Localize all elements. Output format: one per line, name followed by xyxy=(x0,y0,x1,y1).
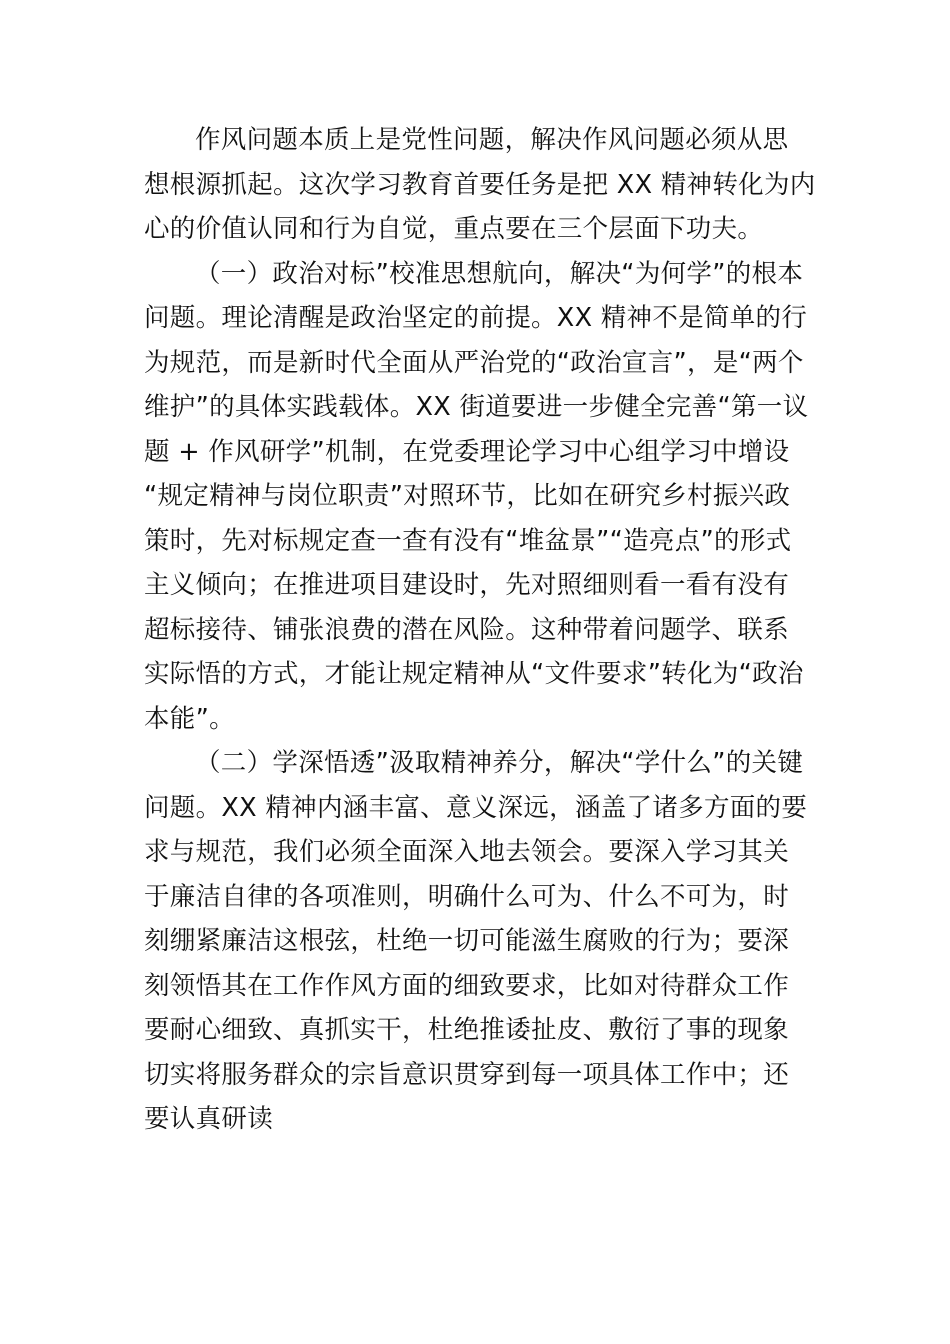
text-line: “规定精神与岗位职责”对照环节，比如在研究乡村振兴政 xyxy=(144,481,791,511)
text-line: 问题。XX 精神内涵丰富、意义深远，涵盖了诸多方面的要 xyxy=(144,792,808,823)
text-line: 题 + 作风研学”机制，在党委理论学习中心组学习中增设 xyxy=(144,436,790,467)
text-line: 切实将服务群众的宗旨意识贯穿到每一项具体工作中；还 xyxy=(144,1059,790,1090)
text-line: 问题。理论清醒是政治坚定的前提。XX 精神不是简单的行 xyxy=(144,303,808,333)
text-line: 心的价值认同和行为自觉，重点要在三个层面下功夫。 xyxy=(144,214,764,244)
text-line: 要耐心细致、真抓实干，杜绝推诿扯皮、敷衍了事的现象 xyxy=(144,1015,790,1045)
paragraph-section-one xyxy=(144,252,808,742)
text-line: 刻绷紧廉洁这根弦，杜绝一切可能滋生腐败的行为；要深 xyxy=(144,926,790,956)
text-line: （一）政治对标”校准思想航向，解决“为何学”的根本 xyxy=(195,258,804,289)
text-line: 超标接待、铺张浪费的潜在风险。这种带着问题学、联系 xyxy=(144,614,790,645)
text-line: 于廉洁自律的各项准则，明确什么可为、什么不可为，时 xyxy=(144,881,790,912)
text-line: 要认真研读 xyxy=(144,1104,274,1134)
paragraph-section-two xyxy=(144,741,808,1142)
text-line: 实际悟的方式，才能让规定精神从“文件要求”转化为“政治 xyxy=(144,659,804,689)
text-line: 本能”。 xyxy=(144,703,235,734)
paragraph-intro xyxy=(144,118,816,252)
document-page xyxy=(144,118,816,1142)
text-line: 策时，先对标规定查一查有没有“堆盆景”“造亮点”的形式 xyxy=(144,525,792,556)
text-line: 刻领悟其在工作作风方面的细致要求，比如对待群众工作 xyxy=(144,970,790,1001)
text-line: 主义倾向；在推进项目建设时，先对照细则看一看有没有 xyxy=(144,570,790,600)
text-line: （二）学深悟透”汲取精神养分，解决“学什么”的关键 xyxy=(195,748,804,778)
text-line: 作风问题本质上是党性问题，解决作风问题必须从思 xyxy=(195,125,789,155)
text-line: 求与规范，我们必须全面深入地去领会。要深入学习其关 xyxy=(144,837,790,867)
text-line: 维护”的具体实践载体。XX 街道要进一步健全完善“第一议 xyxy=(144,392,809,422)
text-line: 想根源抓起。这次学习教育首要任务是把 XX 精神转化为内 xyxy=(144,169,816,200)
text-line: 为规范，而是新时代全面从严治党的“政治宣言”，是“两个 xyxy=(144,347,804,378)
